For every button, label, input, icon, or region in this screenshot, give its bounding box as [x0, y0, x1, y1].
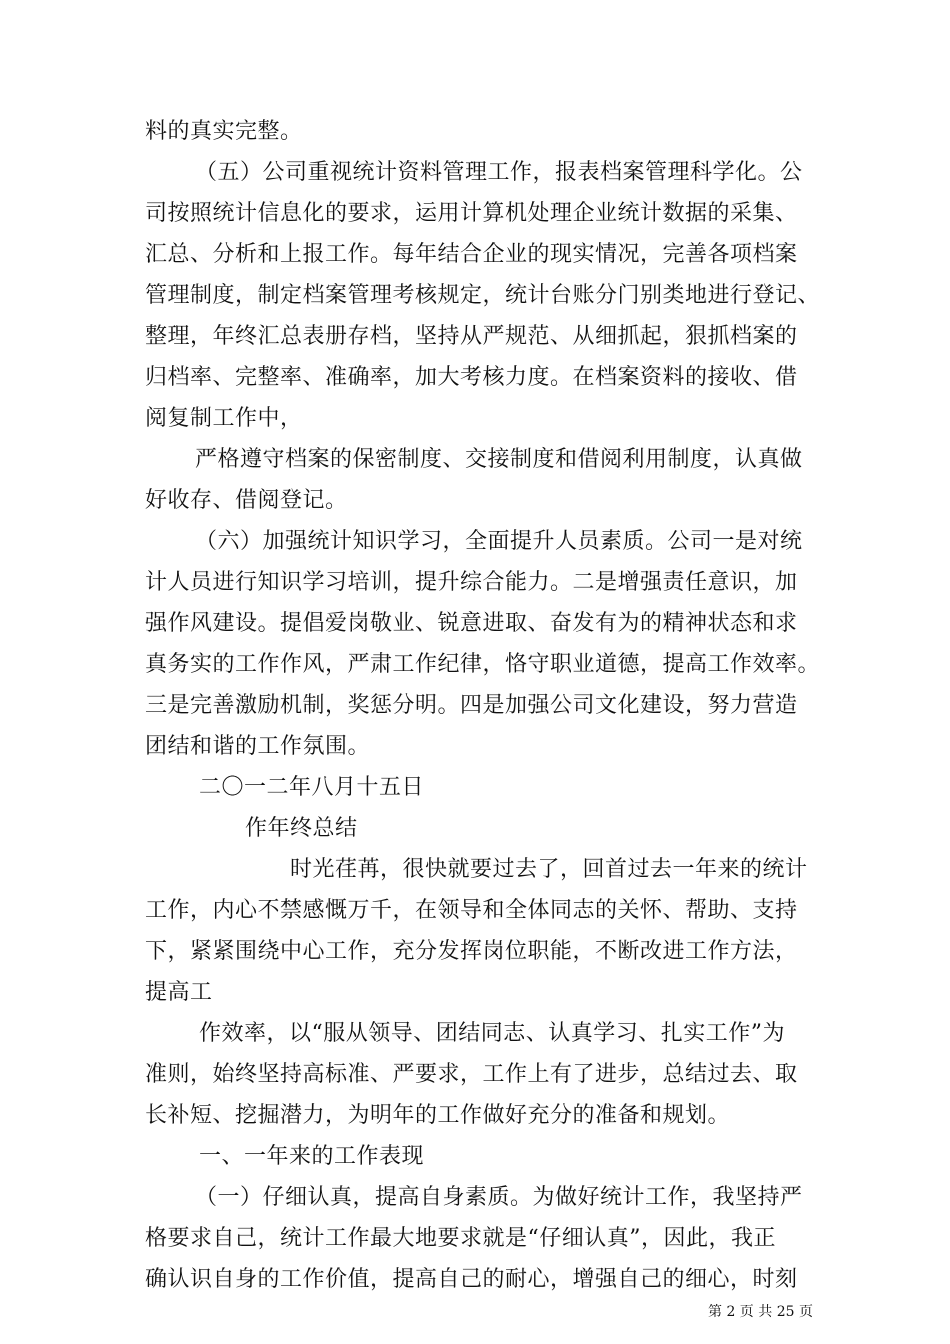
body-line: 工作，内心不禁感慨万千，在领导和全体同志的关怀、帮助、支持	[145, 898, 798, 923]
section-title: 作年终总结	[245, 816, 358, 841]
body-line: 管理制度，制定档案管理考核规定，统计台账分门别类地进行登记、	[145, 283, 821, 308]
body-line: 强作风建设。提倡爱岗敬业、锐意进取、奋发有为的精神状态和求	[145, 611, 798, 636]
body-line: （六）加强统计知识学习，全面提升人员素质。公司一是对统	[195, 529, 803, 554]
body-line: 提高工	[145, 980, 213, 1005]
body-line: 司按照统计信息化的要求，运用计算机处理企业统计数据的采集、	[145, 201, 798, 226]
body-line: 团结和谐的工作氛围。	[145, 734, 371, 759]
body-line: （五）公司重视统计资料管理工作，报表档案管理科学化。公	[195, 160, 803, 185]
body-line: 归档率、完整率、准确率，加大考核力度。在档案资料的接收、借	[145, 365, 798, 390]
body-line: 阅复制工作中，	[145, 406, 303, 431]
page-number: 第 2 页 共 25 页	[708, 1304, 813, 1320]
body-line: 好收存、借阅登记。	[145, 488, 348, 513]
body-line: 汇总、分析和上报工作。每年结合企业的现实情况，完善各项档案	[145, 242, 798, 267]
body-line: 下，紧紧围绕中心工作，充分发挥岗位职能，不断改进工作方法，	[145, 939, 798, 964]
body-line: 严格遵守档案的保密制度、交接制度和借阅利用制度，认真做	[195, 447, 803, 472]
body-line: 准则，始终坚持高标准、严要求，工作上有了进步，总结过去、取	[145, 1062, 798, 1087]
body-line: 三是完善激励机制，奖惩分明。四是加强公司文化建设，努力营造	[145, 693, 798, 718]
body-line: 长补短、挖掘潜力，为明年的工作做好充分的准备和规划。	[145, 1103, 731, 1128]
body-line: 料的真实完整。	[145, 119, 303, 144]
body-line: 整理，年终汇总表册存档，坚持从严规范、从细抓起，狠抓档案的	[145, 324, 798, 349]
body-line: 格要求自己，统计工作最大地要求就是“仔细认真”，因此，我正	[145, 1226, 776, 1251]
body-line: 作效率，以“服从领导、团结同志、认真学习、扎实工作”为	[199, 1021, 785, 1046]
body-line: 真务实的工作作风，严肃工作纪律，恪守职业道德，提高工作效率。	[145, 652, 821, 677]
body-line: 计人员进行知识学习培训，提升综合能力。二是增强责任意识，加	[145, 570, 798, 595]
section-heading: 一、一年来的工作表现	[199, 1144, 425, 1169]
body-line: 时光荏苒，很快就要过去了，回首过去一年来的统计	[290, 857, 808, 882]
date-line: 二〇一二年八月十五日	[199, 775, 425, 800]
body-line: 确认识自身的工作价值，提高自己的耐心，增强自己的细心，时刻	[145, 1267, 798, 1292]
body-line: （一）仔细认真，提高自身素质。为做好统计工作，我坚持严	[195, 1185, 803, 1210]
